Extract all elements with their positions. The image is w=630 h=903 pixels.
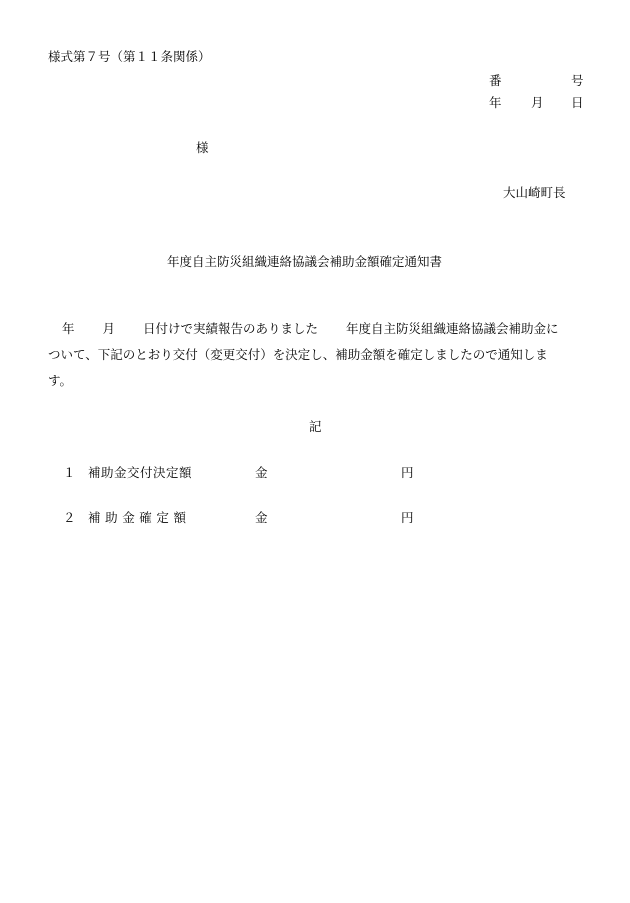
document-title: 年度自主防災組織連絡協議会補助金額確定通知書 [167, 254, 443, 269]
date-month-label: 月 [531, 95, 544, 110]
item-1-label: 補助金交付決定額 [88, 465, 193, 480]
body-phrase-1: 日付けで実績報告のありました [143, 321, 319, 336]
body-line-2: ついて、下記のとおり交付（変更交付）を決定し、補助金額を確定しましたので通知しま [48, 347, 548, 362]
item-2-label: 補助金確定額 [88, 510, 191, 525]
body-line-1 [48, 323, 588, 336]
recipient-honorific: 様 [196, 140, 209, 155]
issuer-name: 大山崎町長 [503, 185, 566, 200]
item-1-kin: 金 [255, 465, 268, 480]
date-year-label: 年 [489, 95, 502, 110]
form-number: 様式第７号（第１１条関係） [48, 49, 211, 64]
document-number-suffix: 号 [571, 73, 584, 88]
item-2-kin: 金 [255, 510, 268, 525]
item-2-yen: 円 [401, 510, 414, 525]
item-2-number: ２ [63, 510, 76, 525]
item-1-number: １ [63, 465, 76, 480]
item-1-yen: 円 [401, 465, 414, 480]
body-month: 月 [102, 321, 116, 336]
date-day-label: 日 [571, 95, 584, 110]
body-line-3: す。 [48, 373, 73, 388]
document-number-label: 番 [489, 73, 502, 88]
body-phrase-2: 年度自主防災組織連絡協議会補助金に [346, 321, 559, 336]
body-year: 年 [62, 321, 75, 336]
ki-heading: 記 [309, 419, 322, 434]
